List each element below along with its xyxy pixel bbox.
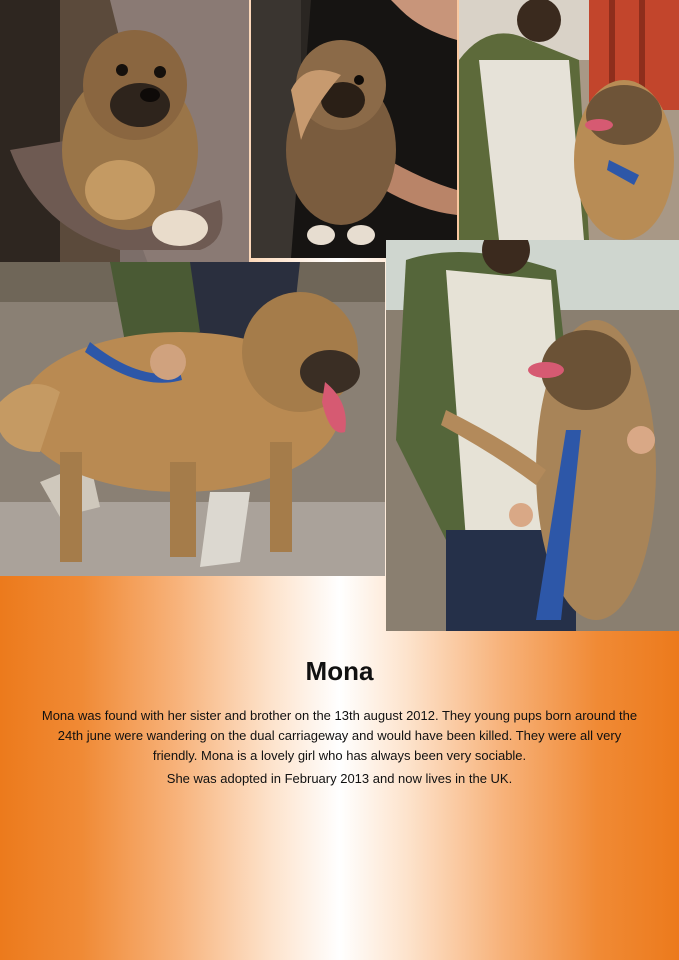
photo-dog-greeting-man bbox=[459, 0, 679, 240]
photo-puppy-held-grey-sweater bbox=[0, 0, 249, 268]
adoption-note: She was adopted in February 2013 and now lives in the UK. bbox=[166, 771, 513, 786]
photo-dog-walking-on-leash bbox=[0, 262, 385, 576]
story-paragraph: Mona was found with her sister and brother on the 13th august 2012. They young pups born around the 24th june were wandering on the dual carriageway and would have been killed. They were all very friendly. Mona is a lovely girl who has always been very sociable. bbox=[41, 708, 638, 763]
page-title: Mona bbox=[305, 656, 374, 686]
photo-dog-standing-on-man bbox=[386, 240, 679, 631]
photo-puppy-held-black-shirt bbox=[251, 0, 457, 258]
